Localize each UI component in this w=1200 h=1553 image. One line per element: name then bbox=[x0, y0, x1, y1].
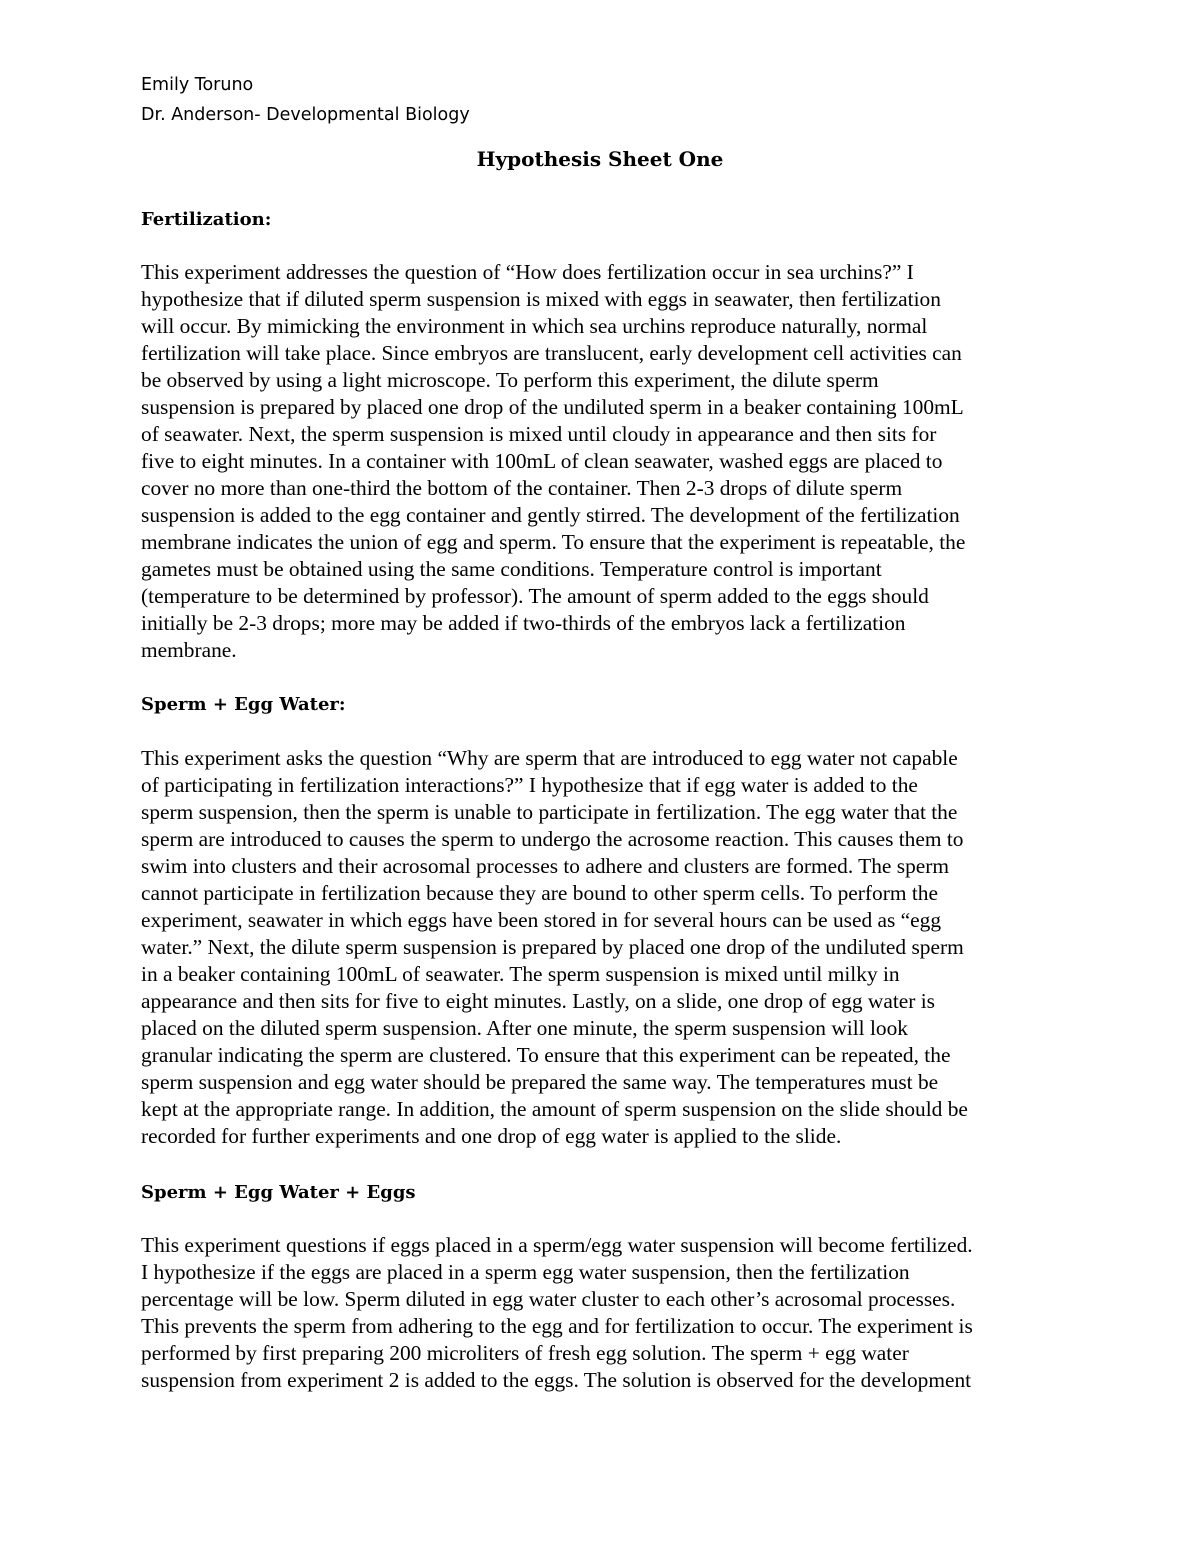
document-title: Hypothesis Sheet One bbox=[476, 147, 724, 171]
paragraph-line: placed on the diluted sperm suspension. After one minute, the sperm suspension will look bbox=[141, 1016, 908, 1040]
paragraph-line: swim into clusters and their acrosomal processes to adhere and clusters are formed. The sperm bbox=[141, 854, 950, 878]
paragraph-line: cover no more than one-third the bottom of the container. Then 2-3 drops of dilute sperm bbox=[141, 476, 903, 500]
paragraph-line: initially be 2-3 drops; more may be added if two-thirds of the embryos lack a fertilization bbox=[141, 611, 906, 635]
paragraph-line: fertilization will take place. Since embryos are translucent, early development cell activities can bbox=[141, 341, 962, 365]
paragraph-line: will occur. By mimicking the environment in which sea urchins reproduce naturally, normal bbox=[141, 314, 928, 338]
paragraph-line: membrane indicates the union of egg and sperm. To ensure that the experiment is repeatable, the bbox=[141, 530, 966, 554]
paragraph-line: This experiment questions if eggs placed in a sperm/egg water suspension will become fertilized. bbox=[141, 1233, 973, 1257]
paragraph-line: five to eight minutes. In a container with 100mL of clean seawater, washed eggs are placed to bbox=[141, 449, 943, 473]
paragraph-line: sperm suspension and egg water should be prepared the same way. The temperatures must be bbox=[141, 1070, 939, 1094]
paragraph-line: This experiment asks the question “Why are sperm that are introduced to egg water not capable bbox=[141, 746, 958, 770]
paragraph-line: recorded for further experiments and one drop of egg water is applied to the slide. bbox=[141, 1124, 842, 1148]
paragraph-line: I hypothesize if the eggs are placed in a sperm egg water suspension, then the fertilization bbox=[141, 1260, 910, 1284]
paragraph-line: performed by first preparing 200 microliters of fresh egg solution. The sperm + egg water bbox=[141, 1341, 909, 1365]
paragraph-line: sperm suspension, then the sperm is unable to participate in fertilization. The egg water that the bbox=[141, 800, 958, 824]
paragraph-line: percentage will be low. Sperm diluted in egg water cluster to each other’s acrosomal processes. bbox=[141, 1287, 956, 1311]
course-instructor: Dr. Anderson- Developmental Biology bbox=[141, 105, 470, 125]
paragraph-line: cannot participate in fertilization because they are bound to other sperm cells. To perform the bbox=[141, 881, 938, 905]
paragraph-line: of participating in fertilization interactions?” I hypothesize that if egg water is added to the bbox=[141, 773, 918, 797]
paragraph-line: of seawater. Next, the sperm suspension is mixed until cloudy in appearance and then sits for bbox=[141, 422, 937, 446]
paragraph-line: granular indicating the sperm are clustered. To ensure that this experiment can be repeated, the bbox=[141, 1043, 951, 1067]
paragraph-line: appearance and then sits for five to eight minutes. Lastly, on a slide, one drop of egg water is bbox=[141, 989, 935, 1013]
paragraph-line: This experiment addresses the question of “How does fertilization occur in sea urchins?” I bbox=[141, 260, 914, 284]
paragraph-line: suspension from experiment 2 is added to the eggs. The solution is observed for the development bbox=[141, 1368, 972, 1392]
paragraph-line: experiment, seawater in which eggs have been stored in for several hours can be used as “egg bbox=[141, 908, 942, 932]
paragraph-line: sperm are introduced to causes the sperm to undergo the acrosome reaction. This causes them to bbox=[141, 827, 964, 851]
paragraph-line: be observed by using a light microscope. To perform this experiment, the dilute sperm bbox=[141, 368, 879, 392]
paragraph-line: gametes must be obtained using the same conditions. Temperature control is important bbox=[141, 557, 882, 581]
paragraph-line: suspension is added to the egg container and gently stirred. The development of the fertilization bbox=[141, 503, 960, 527]
paragraph-line: water.” Next, the dilute sperm suspension is prepared by placed one drop of the undiluted sperm bbox=[141, 935, 964, 959]
paragraph-line: in a beaker containing 100mL of seawater. The sperm suspension is mixed until milky in bbox=[141, 962, 900, 986]
paragraph-line: hypothesize that if diluted sperm suspension is mixed with eggs in seawater, then fertilization bbox=[141, 287, 941, 311]
paragraph-line: (temperature to be determined by professor). The amount of sperm added to the eggs should bbox=[141, 584, 929, 608]
section-heading-fertilization: Fertilization: bbox=[141, 209, 272, 230]
section-heading-sperm-egg-water-eggs: Sperm + Egg Water + Eggs bbox=[141, 1182, 416, 1203]
section-heading-sperm-egg-water: Sperm + Egg Water: bbox=[141, 694, 346, 715]
author-name: Emily Toruno bbox=[141, 75, 254, 95]
paragraph-line: This prevents the sperm from adhering to the egg and for fertilization to occur. The experiment is bbox=[141, 1314, 973, 1338]
paragraph-line: kept at the appropriate range. In addition, the amount of sperm suspension on the slide should be bbox=[141, 1097, 968, 1121]
paragraph-line: suspension is prepared by placed one drop of the undiluted sperm in a beaker containing 100mL bbox=[141, 395, 964, 419]
paragraph-line: membrane. bbox=[141, 638, 237, 662]
